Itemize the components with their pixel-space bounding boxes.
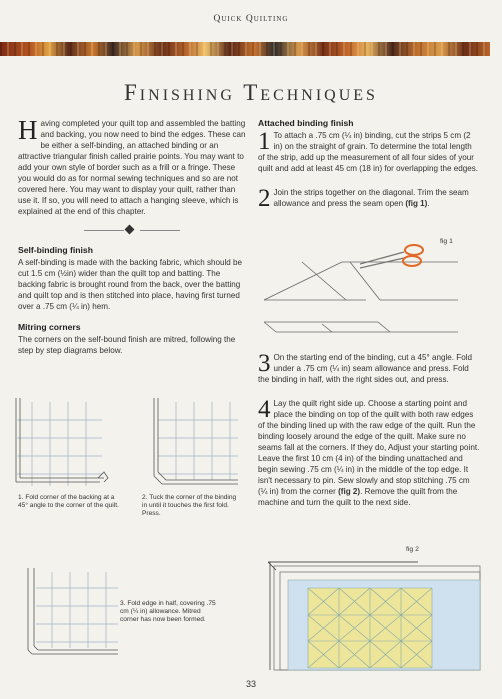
mitring-text: The corners on the self-bound finish are mitred, following the step by step diagrams below. [18, 335, 236, 355]
fig-2-diagram [268, 560, 482, 672]
running-head: Quick Quilting [213, 14, 289, 24]
self-binding-heading: Self-binding finish [18, 245, 93, 255]
diamond-ornament-icon [125, 225, 135, 235]
page-number: 33 [245, 679, 256, 689]
step-4-text-end: . Remove the quilt from the machine and turn the quilt to the next side. [258, 487, 458, 507]
mitre-caption-3: 3. Fold edge in half, covering .75 cm (¼ in) allowance. Mitred corner has now been formed. [120, 600, 216, 624]
scissors-icon [360, 245, 423, 268]
mitre-step-3-diagram [22, 566, 120, 662]
step-3-text: On the starting end of the binding, cut a 45° angle. Fold under a .75 cm (¼ in) seam allowance and press. Fold the binding in half, with the right sides out, and press. [258, 353, 473, 384]
fig-1-diagram [262, 244, 462, 336]
mitre-step-2-diagram [138, 394, 240, 490]
mitre-caption-2: 2. Tuck the corner of the binding in until it touches the first fold. Press. [142, 494, 237, 518]
step-1 [258, 130, 480, 174]
step-2 [258, 185, 480, 212]
mitre-caption-1: 1. Fold corner of the backing at a 45° angle to the corner of the quilt. [18, 494, 119, 510]
step-3 [258, 352, 480, 385]
fig-2-label: fig 2 [406, 546, 419, 553]
mitring-heading: Mitring corners [18, 322, 81, 332]
step-2-text-end: . [427, 199, 430, 208]
quilt-pattern [308, 588, 432, 668]
step-3-number: 3 [258, 350, 271, 377]
section-divider [18, 223, 246, 237]
step-2-fig-ref: (fig 1) [405, 199, 428, 208]
step-2-number: 2 [258, 185, 271, 212]
step-4-number: 4 [258, 396, 271, 423]
attached-binding-heading: Attached binding finish [258, 118, 354, 128]
decorative-fabric-band [0, 42, 490, 56]
drop-cap: H [18, 115, 38, 145]
fig-1-label: fig 1 [440, 238, 453, 245]
step-4 [258, 398, 480, 508]
page-title: Finishing Techniques [124, 80, 378, 105]
step-2-text: Join the strips together on the diagonal. Trim the seam allowance and press the seam open [273, 188, 469, 208]
self-binding-text: A self-binding is made with the backing fabric, which should be cut 1.5 cm (½in) wider than the quilt top and batting. The backing fabric is brought round from the back, over the batting and quilt top and is then stitched into place, having first turned over a .75 cm (¼ in) hem. [18, 258, 243, 311]
intro-paragraph [18, 115, 246, 217]
step-4-fig-ref: (fig 2) [338, 487, 361, 496]
intro-text: aving completed your quilt top and assembled the batting and backing, you now need to bind the edges. These can be either a self-binding, an attached binding or an attractive triangular finish called prairie points. You may want to add your own style of border such as a frill or a fringe. These you would do as for normal sewing techniques and so are not covered here. You may want to display your quilt, rather than use it. If so, you will need to attach a hanging sleeve, which is explained at the end of this chapter. [18, 119, 246, 216]
right-column [258, 118, 480, 212]
left-column [18, 115, 246, 356]
step-4-text: Lay the quilt right side up. Choose a starting point and place the binding on top of the quilt with both raw edges of the binding lined up with the raw edge of the quilt. Run the binding loosely around the edge of the quilt. Make sure no seams fall at the corners. If they do, Adjust your starting point. Leave the first 10 cm (4 in) of the binding unattached and begin sewing .75 cm (¼ in) in the middle of the top edge. It isn't necessary to pin. Sew slowly and stop stitching .75 cm (¼ in) from the corner [258, 399, 480, 496]
mitre-step-1-diagram [12, 394, 124, 490]
step-1-text: To attach a .75 cm (¼ in) binding, cut the strips 5 cm (2 in) on the straight of grain. To determine the total length of the strip, add up the measurement of all four sides of your quilt and add at least 45 cm (18 in) for overlapping the edges. [258, 131, 479, 173]
right-column-lower [258, 352, 480, 508]
step-1-number: 1 [258, 128, 271, 155]
